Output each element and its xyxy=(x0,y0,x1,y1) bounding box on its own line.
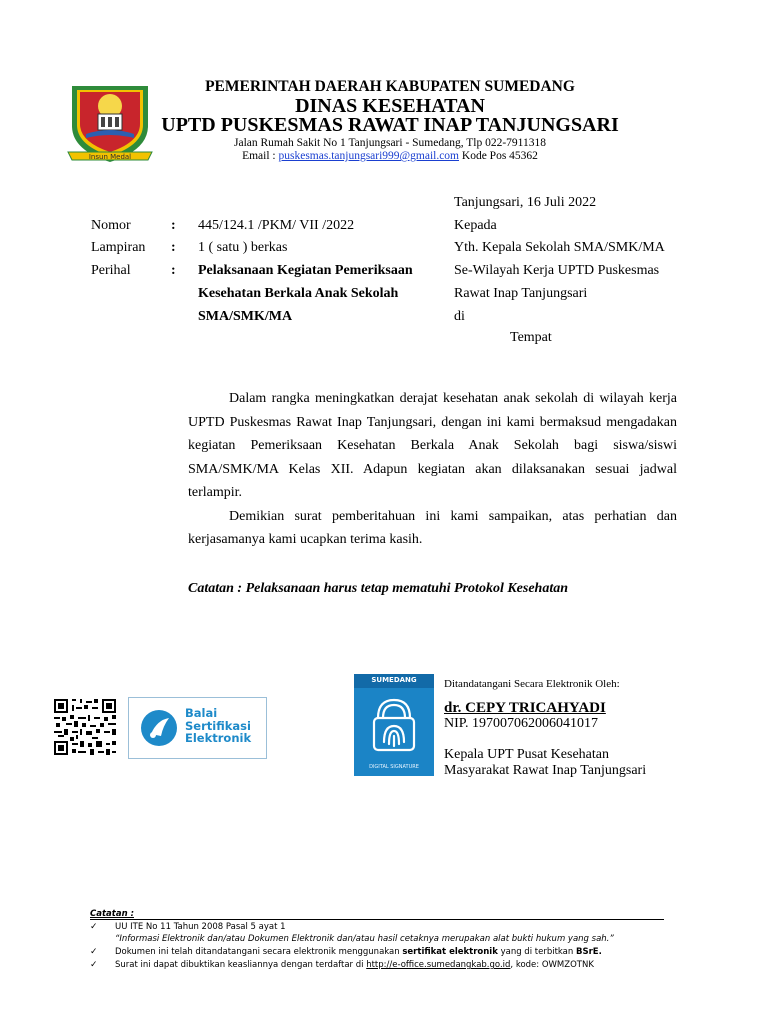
footer-item-2-bsre: BSrE. xyxy=(575,947,602,957)
footer-item-3 xyxy=(115,960,594,970)
footer-item-2-mid: yang di terbitkan xyxy=(497,947,576,957)
footer-item-3-code: , kode: OWMZOTNK xyxy=(510,960,594,970)
bsre-logo xyxy=(128,697,267,759)
bsre-line-2: Sertifikasi xyxy=(185,718,251,733)
signer-position-line-1: Kepala UPT Pusat Kesehatan xyxy=(444,747,609,762)
logo-motto: Insun Medal xyxy=(88,153,132,161)
postal-code: Kode Pos 45362 xyxy=(459,150,538,162)
footer-item-2-text: Dokumen ini telah ditandatangani secara elektronik menggunakan xyxy=(115,947,403,957)
perihal-line-3: SMA/SMK/MA xyxy=(198,309,293,324)
recipient-line-2: Se-Wilayah Kerja UPTD Puskesmas xyxy=(454,263,660,278)
perihal-label: Perihal xyxy=(91,263,131,278)
nomor-label: Nomor xyxy=(91,218,131,233)
letter-body xyxy=(188,387,677,552)
check-icon: ✓ xyxy=(90,959,98,969)
lampiran-colon: : xyxy=(171,240,176,255)
signer-position-line-2: Masyarakat Rawat Inap Tanjungsari xyxy=(444,763,647,778)
recipient-line-3: Rawat Inap Tanjungsari xyxy=(454,286,588,301)
qr-code xyxy=(52,697,118,757)
perihal-line-2: Kesehatan Berkala Anak Sekolah xyxy=(198,286,399,301)
letterhead-government: PEMERINTAH DAERAH KABUPATEN SUMEDANG xyxy=(205,78,575,95)
email-label: Email : xyxy=(242,150,279,162)
body-paragraph-1: Dalam rangka meningkatkan derajat kesehatan anak sekolah di wilayah kerja UPTD Puskesmas Rawat Inap Tanjungsari, dengan ini kami bermaksud mengadakan kegiatan Pemeriksaan Kesehatan Berkala Anak Sekolah bagi siswa/siswi SMA/SMK/MA Kelas XII. Adapun kegiatan akan dilaksanakan sesuai jadwal terlampir. xyxy=(188,391,677,500)
eoffice-link[interactable]: http://e-office.sumedangkab.go.id xyxy=(366,960,511,970)
lampiran-label: Lampiran xyxy=(91,240,146,255)
check-icon: ✓ xyxy=(90,921,98,931)
bsre-line-3: Elektronik xyxy=(185,731,252,745)
check-icon: ✓ xyxy=(90,946,98,956)
digital-signature-badge xyxy=(354,674,434,776)
footer-item-2-cert: sertifikat elektronik xyxy=(402,947,498,957)
letterhead-address: Jalan Rumah Sakit No 1 Tanjungsari - Sumedang, Tlp 022-7911318 xyxy=(233,137,546,149)
footer-item-2 xyxy=(115,947,602,957)
nomor-colon: : xyxy=(171,218,176,233)
badge-caption: DIGITAL SIGNATURE xyxy=(369,764,419,770)
signer-nip: NIP. 197007062006041017 xyxy=(444,716,599,731)
badge-region: SUMEDANG xyxy=(371,676,417,684)
nomor-value: 445/124.1 /PKM/ VII /2022 xyxy=(198,218,355,233)
recipient-line-1: Yth. Kepala Sekolah SMA/SMK/MA xyxy=(454,240,665,255)
letterhead-department: DINAS KESEHATAN xyxy=(295,95,485,117)
fingerprint-lock-icon xyxy=(364,692,424,758)
footer-item-1-quote: “Informasi Elektronik dan/atau Dokumen Elektronik dan/atau hasil cetaknya merupakan alat bukti hukum yang sah.” xyxy=(115,934,614,944)
recipient-kepada: Kepada xyxy=(454,218,497,233)
letterhead-institution: UPTD PUSKESMAS RAWAT INAP TANJUNGSARI xyxy=(161,114,619,136)
signer-name: dr. CEPY TRICAHYADI xyxy=(444,700,606,716)
place-date: Tanjungsari, 16 Juli 2022 xyxy=(454,195,597,210)
lampiran-value: 1 ( satu ) berkas xyxy=(198,240,288,255)
signed-by-label: Ditandatangani Secara Elektronik Oleh: xyxy=(444,678,620,690)
letterhead-contact xyxy=(150,150,630,162)
sumedang-regency-logo xyxy=(66,80,154,166)
bsre-line-1: Balai xyxy=(185,706,218,720)
recipient-tempat: Tempat xyxy=(510,330,552,345)
perihal-line-1: Pelaksanaan Kegiatan Pemeriksaan xyxy=(198,263,413,278)
body-paragraph-2: Demikian surat pemberitahuan ini kami sampaikan, atas perhatian dan kerjasamanya kami ucapkan terima kasih. xyxy=(188,508,677,547)
bsre-emblem-icon xyxy=(139,708,179,748)
perihal-colon: : xyxy=(171,263,176,278)
email-link[interactable]: puskesmas.tanjungsari999@gmail.com xyxy=(278,150,460,162)
footer-item-1: UU ITE No 11 Tahun 2008 Pasal 5 ayat 1 xyxy=(115,922,286,932)
footer-item-3-text: Surat ini dapat dibuktikan keasliannya dengan terdaftar di xyxy=(115,960,367,970)
footer-title: Catatan : xyxy=(90,909,134,919)
health-protocol-note: Catatan : Pelaksanaan harus tetap mematuhi Protokol Kesehatan xyxy=(188,581,569,596)
footer-divider xyxy=(90,919,664,920)
recipient-di: di xyxy=(454,309,465,324)
